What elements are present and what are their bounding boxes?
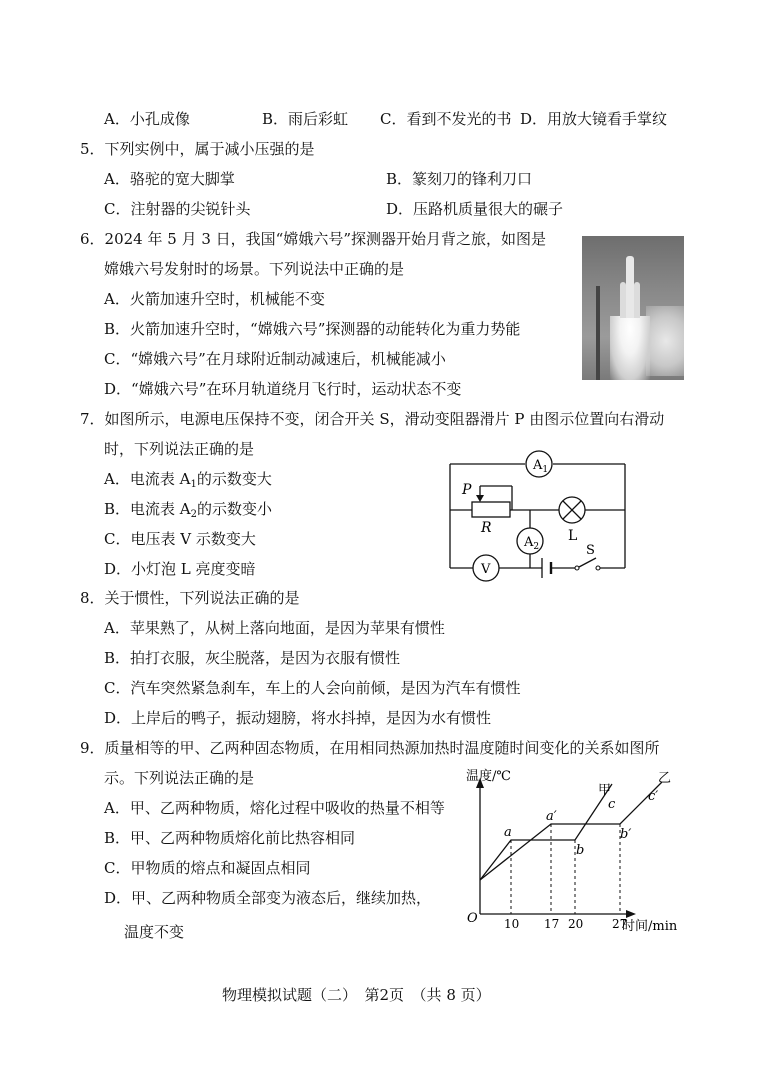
point-a-label: a (504, 825, 512, 840)
rheostat-r (472, 502, 510, 517)
q4-option-b: B．雨后彩虹 (262, 110, 349, 128)
q5-option-c: C．注射器的尖锐针头 (104, 200, 251, 218)
q9-stem-line1: 9．质量相等的甲、乙两种固态物质，在用相同热源加热时温度随时间变化的关系如图所 (80, 739, 660, 757)
q6-option-c: C．“嫦娥六号”在月球附近制动减速后，机械能减小 (104, 350, 446, 368)
q6-stem-line2: 嫦娥六号发射时的场景。下列说法中正确的是 (104, 260, 405, 278)
q5-stem: 5．下列实例中，属于减小压强的是 (80, 140, 315, 158)
q9-option-d-line1: D．甲、乙两种物质全部变为液态后，继续加热， (104, 889, 432, 907)
switch-s-label: S (586, 543, 595, 558)
y-axis-label: 温度/℃ (466, 769, 511, 784)
slider-arrow-icon (476, 495, 484, 502)
q7-option-a: A．电流表 $A_1$的示数变大 (104, 470, 272, 490)
q8-stem: 8．关于惯性，下列说法正确的是 (80, 589, 300, 607)
q8-option-b: B．拍打衣服，灰尘脱落，是因为衣服有惯性 (104, 649, 401, 667)
x-axis-label: 时间/min (622, 919, 678, 934)
curve-jia-label: 甲 (598, 783, 612, 798)
q6-option-d: D．“嫦娥六号”在环月轨道绕月飞行时，运动状态不变 (104, 380, 462, 398)
rocket-body (626, 256, 634, 318)
page-footer: 物理模拟试题（二） 第2页 （共 8 页） (222, 986, 491, 1004)
q5-option-b: B．篆刻刀的锋利刀口 (386, 170, 533, 188)
q7-stem-line2: 时，下列说法正确的是 (104, 440, 255, 458)
q9-stem-line2: 示。下列说法正确的是 (104, 769, 255, 787)
rocket-exhaust (610, 316, 650, 380)
q4-option-c: C．看到不发光的书 (380, 110, 512, 128)
q4-option-a: A．小孔成像 (104, 110, 190, 128)
q7-option-d: D．小灯泡 L 亮度变暗 (104, 560, 256, 578)
point-a-prime-label: a′ (546, 809, 557, 824)
temperature-time-graph (462, 768, 687, 936)
point-c-prime-label: c′ (648, 789, 659, 804)
tick-label: 17 (544, 917, 560, 931)
q7-option-c: C．电压表 V 示数变大 (104, 530, 256, 548)
q5-option-d: D．压路机质量很大的碾子 (386, 200, 564, 218)
q9-option-b: B．甲、乙两种物质熔化前比热容相同 (104, 829, 356, 847)
switch-s (579, 558, 596, 567)
launch-tower (596, 286, 600, 380)
q4-option-d: D．用放大镜看手掌纹 (520, 110, 668, 128)
slider-p-label: P (462, 482, 472, 498)
ammeter-a2-label: $A_2$ (524, 535, 540, 552)
q9-option-d-line2: 温度不变 (124, 923, 185, 941)
q6-stem-line1: 6．2024 年 5 月 3 日，我国“嫦娥六号”探测器开始月背之旅，如图是 (80, 230, 546, 248)
smoke-cloud (646, 306, 684, 376)
voltmeter-v-label: V (481, 562, 491, 577)
tick-label: 20 (568, 917, 584, 931)
q6-option-b: B．火箭加速升空时，“嫦娥六号”探测器的动能转化为重力势能 (104, 320, 521, 338)
q6-option-a: A．火箭加速升空时，机械能不变 (104, 290, 325, 308)
circuit-diagram (440, 450, 640, 590)
point-b-prime-label: b′ (620, 827, 632, 842)
q7-option-b: B．电流表 $A_2$的示数变小 (104, 500, 273, 520)
curve-yi-label: 乙 (658, 771, 672, 786)
tick-label: 10 (504, 917, 520, 931)
origin-label: O (467, 911, 478, 926)
point-b-label: b (576, 843, 585, 858)
ammeter-a1-label: $A_1$ (533, 458, 549, 475)
x-axis-arrow-icon (626, 910, 636, 918)
q9-option-a: A．甲、乙两种物质，熔化过程中吸收的热量不相等 (104, 799, 445, 817)
rocket-booster-right (634, 282, 640, 318)
resistor-r-label: R (481, 520, 492, 536)
q8-option-c: C．汽车突然紧急刹车，车上的人会向前倾，是因为汽车有惯性 (104, 679, 521, 697)
q8-option-d: D．上岸后的鸭子，振动翅膀，将水抖掉，是因为水有惯性 (104, 709, 492, 727)
curve-jia (480, 784, 612, 880)
q8-option-a: A．苹果熟了，从树上落向地面，是因为苹果有惯性 (104, 619, 445, 637)
q5-option-a: A．骆驼的宽大脚掌 (104, 170, 235, 188)
q9-option-c: C．甲物质的熔点和凝固点相同 (104, 859, 311, 877)
lamp-l-label: L (568, 528, 578, 544)
point-c-label: c (608, 797, 616, 812)
q7-stem-line1: 7．如图所示，电源电压保持不变，闭合开关 S，滑动变阻器滑片 P 由图示位置向右滑动 (80, 410, 665, 428)
rocket-launch-photo (582, 236, 684, 380)
tick-label: 27 (612, 917, 628, 931)
